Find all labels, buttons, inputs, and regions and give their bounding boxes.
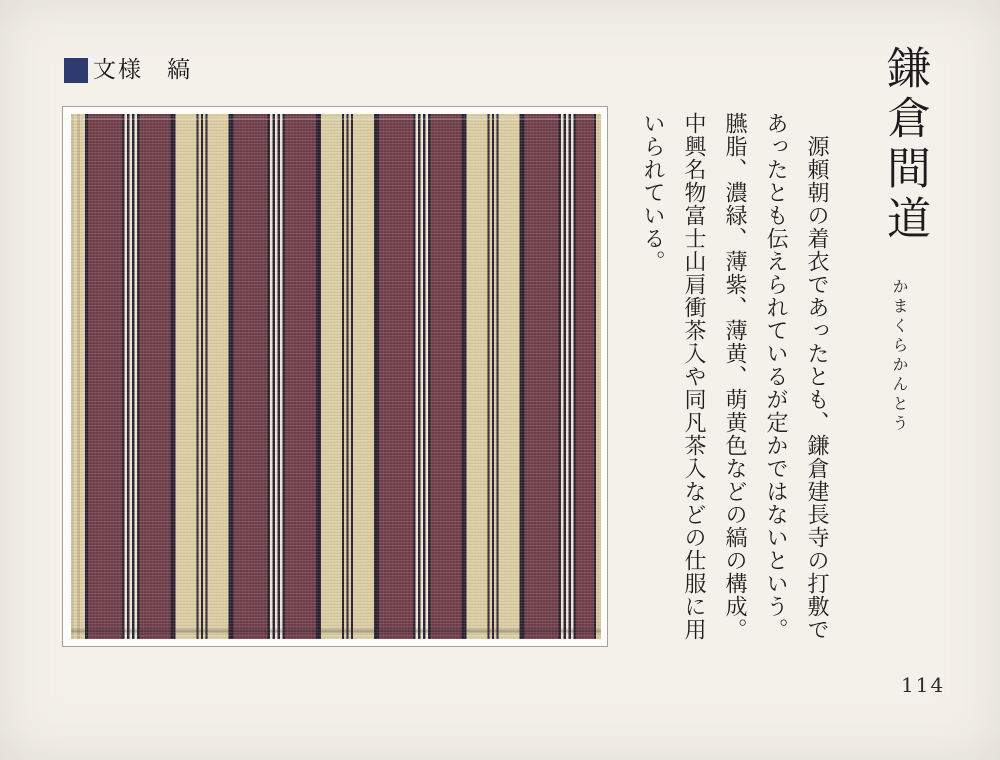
body-column: いられている。 bbox=[640, 112, 665, 273]
fabric-stripe-pattern bbox=[88, 114, 594, 639]
subcategory-label: 縞 bbox=[167, 57, 192, 83]
category-square-icon bbox=[64, 58, 88, 83]
fabric-selvage-right bbox=[594, 114, 601, 639]
body-column: 臙脂、濃緑、薄紫、薄黄、萌黄色などの縞の構成。 bbox=[722, 112, 747, 641]
category-label: 文様 bbox=[93, 57, 143, 83]
body-column: 源頼朝の着衣であったとも、鎌倉建長寺の打敷で bbox=[804, 112, 829, 641]
page-number: 114 bbox=[901, 673, 946, 697]
fabric-selvage-left bbox=[71, 114, 88, 639]
entry-description bbox=[632, 112, 837, 660]
pattern-category-header bbox=[64, 58, 192, 83]
fabric-swatch-figure bbox=[62, 106, 608, 647]
entry-title-furigana: かまくらかんとう bbox=[890, 278, 909, 434]
fabric-top-fold bbox=[71, 118, 601, 120]
fabric-hem-shadow bbox=[71, 629, 601, 633]
entry-title: 鎌倉間道 bbox=[879, 45, 930, 245]
striped-fabric-image bbox=[71, 114, 601, 639]
body-column: 中興名物富士山肩衝茶入や同凡茶入などの仕服に用 bbox=[681, 112, 706, 641]
body-column: あったとも伝えられているが定かではないという。 bbox=[763, 112, 788, 641]
